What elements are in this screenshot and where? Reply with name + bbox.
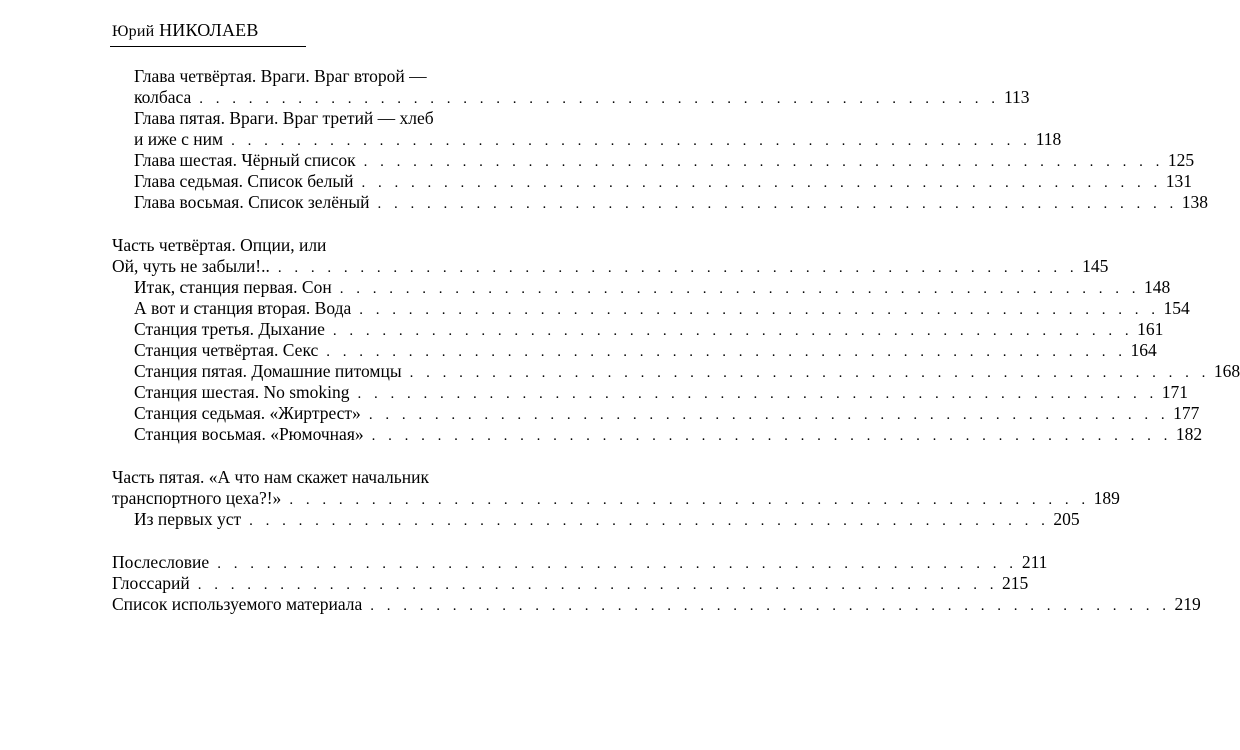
toc-line <box>112 319 1164 340</box>
toc-entry-title: транспортного цеха?!» <box>112 488 282 508</box>
toc-page-number: 177 <box>1173 403 1200 423</box>
toc-chapter-entry[interactable] <box>112 340 1157 361</box>
toc-entry-title: Часть четвёртая. Опции, или <box>112 235 327 255</box>
toc-line <box>112 129 1062 150</box>
toc-chapter-entry[interactable] <box>112 509 1080 530</box>
toc-line <box>112 87 1030 108</box>
toc-line <box>112 108 498 129</box>
dot-leader: . . . . . . . . . . . . . . . . . . . . . . . . . . . . . . . . . . . . . . . . . . . . . . . . . <box>357 386 1158 402</box>
header-rule <box>110 46 306 47</box>
toc-part-entry[interactable] <box>112 573 1029 594</box>
toc-entry-title: Глава пятая. Враги. Враг третий — хлеб <box>134 108 434 128</box>
toc-line <box>112 573 1029 594</box>
dot-leader: . . . . . . . . . . . . . . . . . . . . . . . . . . . . . . . . . . . . . . . . . . . . . . . . . <box>249 513 1050 529</box>
toc-page-number: 138 <box>1181 192 1209 212</box>
dot-leader: . . . . . . . . . . . . . . . . . . . . . . . . . . . . . . . . . . . . . . . . . . . . . . . . . <box>231 133 1032 149</box>
toc-page-number: 168 <box>1213 361 1240 381</box>
toc-page-number: 131 <box>1165 171 1192 191</box>
toc-page-number: 171 <box>1161 382 1189 402</box>
toc-page-number: 113 <box>1003 87 1030 107</box>
toc-line <box>112 467 498 488</box>
toc-entry-title: Станция восьмая. «Рюмочная» <box>134 424 364 444</box>
toc-entry-title: Послесловие <box>112 552 210 572</box>
toc-page-number: 148 <box>1143 277 1171 297</box>
toc-entry-title: Список используемого материала <box>112 594 363 614</box>
toc-chapter-entry[interactable] <box>112 298 1190 319</box>
dot-leader: . . . . . . . . . . . . . . . . . . . . . . . . . . . . . . . . . . . . . . . . . . . . . . . . . <box>359 302 1160 318</box>
toc-line <box>112 66 498 87</box>
toc-line <box>112 192 1209 213</box>
dot-leader: . . . . . . . . . . . . . . . . . . . . . . . . . . . . . . . . . . . . . . . . . . . . . . . . . <box>361 175 1162 191</box>
dot-leader: . . . . . . . . . . . . . . . . . . . . . . . . . . . . . . . . . . . . . . . . . . . . . . . . . <box>289 492 1090 508</box>
toc-chapter-entry[interactable] <box>112 424 1203 445</box>
toc-line <box>112 488 1120 509</box>
dot-leader: . . . . . . . . . . . . . . . . . . . . . . . . . . . . . . . . . . . . . . . . . . . . . . . . . <box>368 407 1170 423</box>
toc-line <box>112 171 1192 192</box>
toc-line <box>112 277 1171 298</box>
toc-chapter-entry[interactable] <box>112 277 1171 298</box>
toc-entry-title: Глава четвёртая. Враги. Враг второй — <box>134 66 427 86</box>
toc-entry-title: и иже с ним <box>134 129 224 149</box>
dot-leader: . . . . . . . . . . . . . . . . . . . . . . . . . . . . . . . . . . . . . . . . . . . . . . . . . <box>339 281 1140 297</box>
toc-line <box>112 298 1190 319</box>
toc-part-entry[interactable] <box>112 552 1048 573</box>
toc-entry-title: Станция шестая. No smoking <box>134 382 350 402</box>
toc-page-number: 215 <box>1001 573 1029 593</box>
toc-entry-title: Глоссарий <box>112 573 190 593</box>
toc-page-number: 219 <box>1174 594 1201 614</box>
toc-chapter-entry[interactable] <box>112 403 1200 424</box>
toc-page-number: 205 <box>1053 509 1080 529</box>
toc-entry-title: Глава восьмая. Список зелёный <box>134 192 370 212</box>
toc-chapter-entry[interactable] <box>112 361 1240 382</box>
running-head <box>112 20 259 41</box>
toc-line <box>112 361 1240 382</box>
toc-entry-title: Глава седьмая. Список белый <box>134 171 354 191</box>
toc-entry-title: Из первых уст <box>134 509 242 529</box>
toc-line <box>112 382 1189 403</box>
dot-leader: . . . . . . . . . . . . . . . . . . . . . . . . . . . . . . . . . . . . . . . . . . . . . . . . . <box>371 428 1172 444</box>
toc-part-entry[interactable] <box>112 467 1120 509</box>
toc-line <box>112 424 1203 445</box>
toc-page-number: 118 <box>1035 129 1062 149</box>
dot-leader: . . . . . . . . . . . . . . . . . . . . . . . . . . . . . . . . . . . . . . . . . . . . . . . . . <box>377 196 1178 212</box>
toc-section <box>112 66 1209 213</box>
toc-chapter-entry[interactable] <box>112 66 1030 108</box>
toc-chapter-entry[interactable] <box>112 171 1192 192</box>
toc-section <box>112 235 1240 445</box>
toc-line <box>112 509 1080 530</box>
toc-line <box>112 235 498 256</box>
toc-chapter-entry[interactable] <box>112 319 1164 340</box>
toc-page-number: 211 <box>1021 552 1048 572</box>
toc-chapter-entry[interactable] <box>112 108 1062 150</box>
dot-leader: . . . . . . . . . . . . . . . . . . . . . . . . . . . . . . . . . . . . . . . . . . . . . . . . . <box>332 323 1134 339</box>
toc-line <box>112 150 1195 171</box>
toc-section <box>112 552 1201 615</box>
toc-entry-title: Глава шестая. Чёрный список <box>134 150 356 170</box>
table-of-contents <box>112 66 1240 615</box>
toc-chapter-entry[interactable] <box>112 192 1209 213</box>
toc-entry-title: А вот и станция вторая. Вода <box>134 298 352 318</box>
dot-leader: . . . . . . . . . . . . . . . . . . . . . . . . . . . . . . . . . . . . . . . . . . . . . . . . . <box>277 260 1079 276</box>
toc-page-number: 154 <box>1163 298 1190 318</box>
dot-leader: . . . . . . . . . . . . . . . . . . . . . . . . . . . . . . . . . . . . . . . . . . . . . . . . . <box>370 598 1171 614</box>
toc-page-number: 161 <box>1137 319 1164 339</box>
toc-part-entry[interactable] <box>112 594 1201 615</box>
toc-line <box>112 256 1109 277</box>
dot-leader: . . . . . . . . . . . . . . . . . . . . . . . . . . . . . . . . . . . . . . . . . . . . . . . . . <box>199 91 1000 107</box>
toc-entry-title: Итак, станция первая. Сон <box>134 277 332 297</box>
toc-chapter-entry[interactable] <box>112 150 1195 171</box>
toc-line <box>112 552 1048 573</box>
toc-entry-title: Станция третья. Дыхание <box>134 319 325 339</box>
toc-section <box>112 467 1120 530</box>
dot-leader: . . . . . . . . . . . . . . . . . . . . . . . . . . . . . . . . . . . . . . . . . . . . . . . . . <box>326 344 1127 360</box>
toc-line <box>112 594 1201 615</box>
dot-leader: . . . . . . . . . . . . . . . . . . . . . . . . . . . . . . . . . . . . . . . . . . . . . . . . . <box>363 154 1164 170</box>
toc-entry-title: Станция пятая. Домашние питомцы <box>134 361 402 381</box>
toc-entry-title: Часть пятая. «А что нам скажет начальник <box>112 467 429 487</box>
toc-entry-title: Станция четвёртая. Секс <box>134 340 319 360</box>
toc-entry-title: Ой, чуть не забыли!.. <box>112 256 270 276</box>
author-first-name: Юрий <box>112 23 155 40</box>
toc-line <box>112 403 1200 424</box>
toc-page-number: 189 <box>1093 488 1120 508</box>
toc-page-number: 164 <box>1130 340 1157 360</box>
toc-page-number: 145 <box>1082 256 1109 276</box>
author-last-name: НИКОЛАЕВ <box>159 20 259 40</box>
toc-entry-title: колбаса <box>134 87 192 107</box>
toc-page-number: 125 <box>1167 150 1195 170</box>
toc-line <box>112 340 1157 361</box>
dot-leader: . . . . . . . . . . . . . . . . . . . . . . . . . . . . . . . . . . . . . . . . . . . . . . . . . <box>197 577 998 593</box>
toc-entry-title: Станция седьмая. «Жиртрест» <box>134 403 361 423</box>
toc-page-number: 182 <box>1175 424 1203 444</box>
dot-leader: . . . . . . . . . . . . . . . . . . . . . . . . . . . . . . . . . . . . . . . . . . . . . . . . . <box>217 556 1018 572</box>
toc-chapter-entry[interactable] <box>112 382 1189 403</box>
dot-leader: . . . . . . . . . . . . . . . . . . . . . . . . . . . . . . . . . . . . . . . . . . . . . . . . . <box>409 365 1210 381</box>
toc-part-entry[interactable] <box>112 235 1109 277</box>
